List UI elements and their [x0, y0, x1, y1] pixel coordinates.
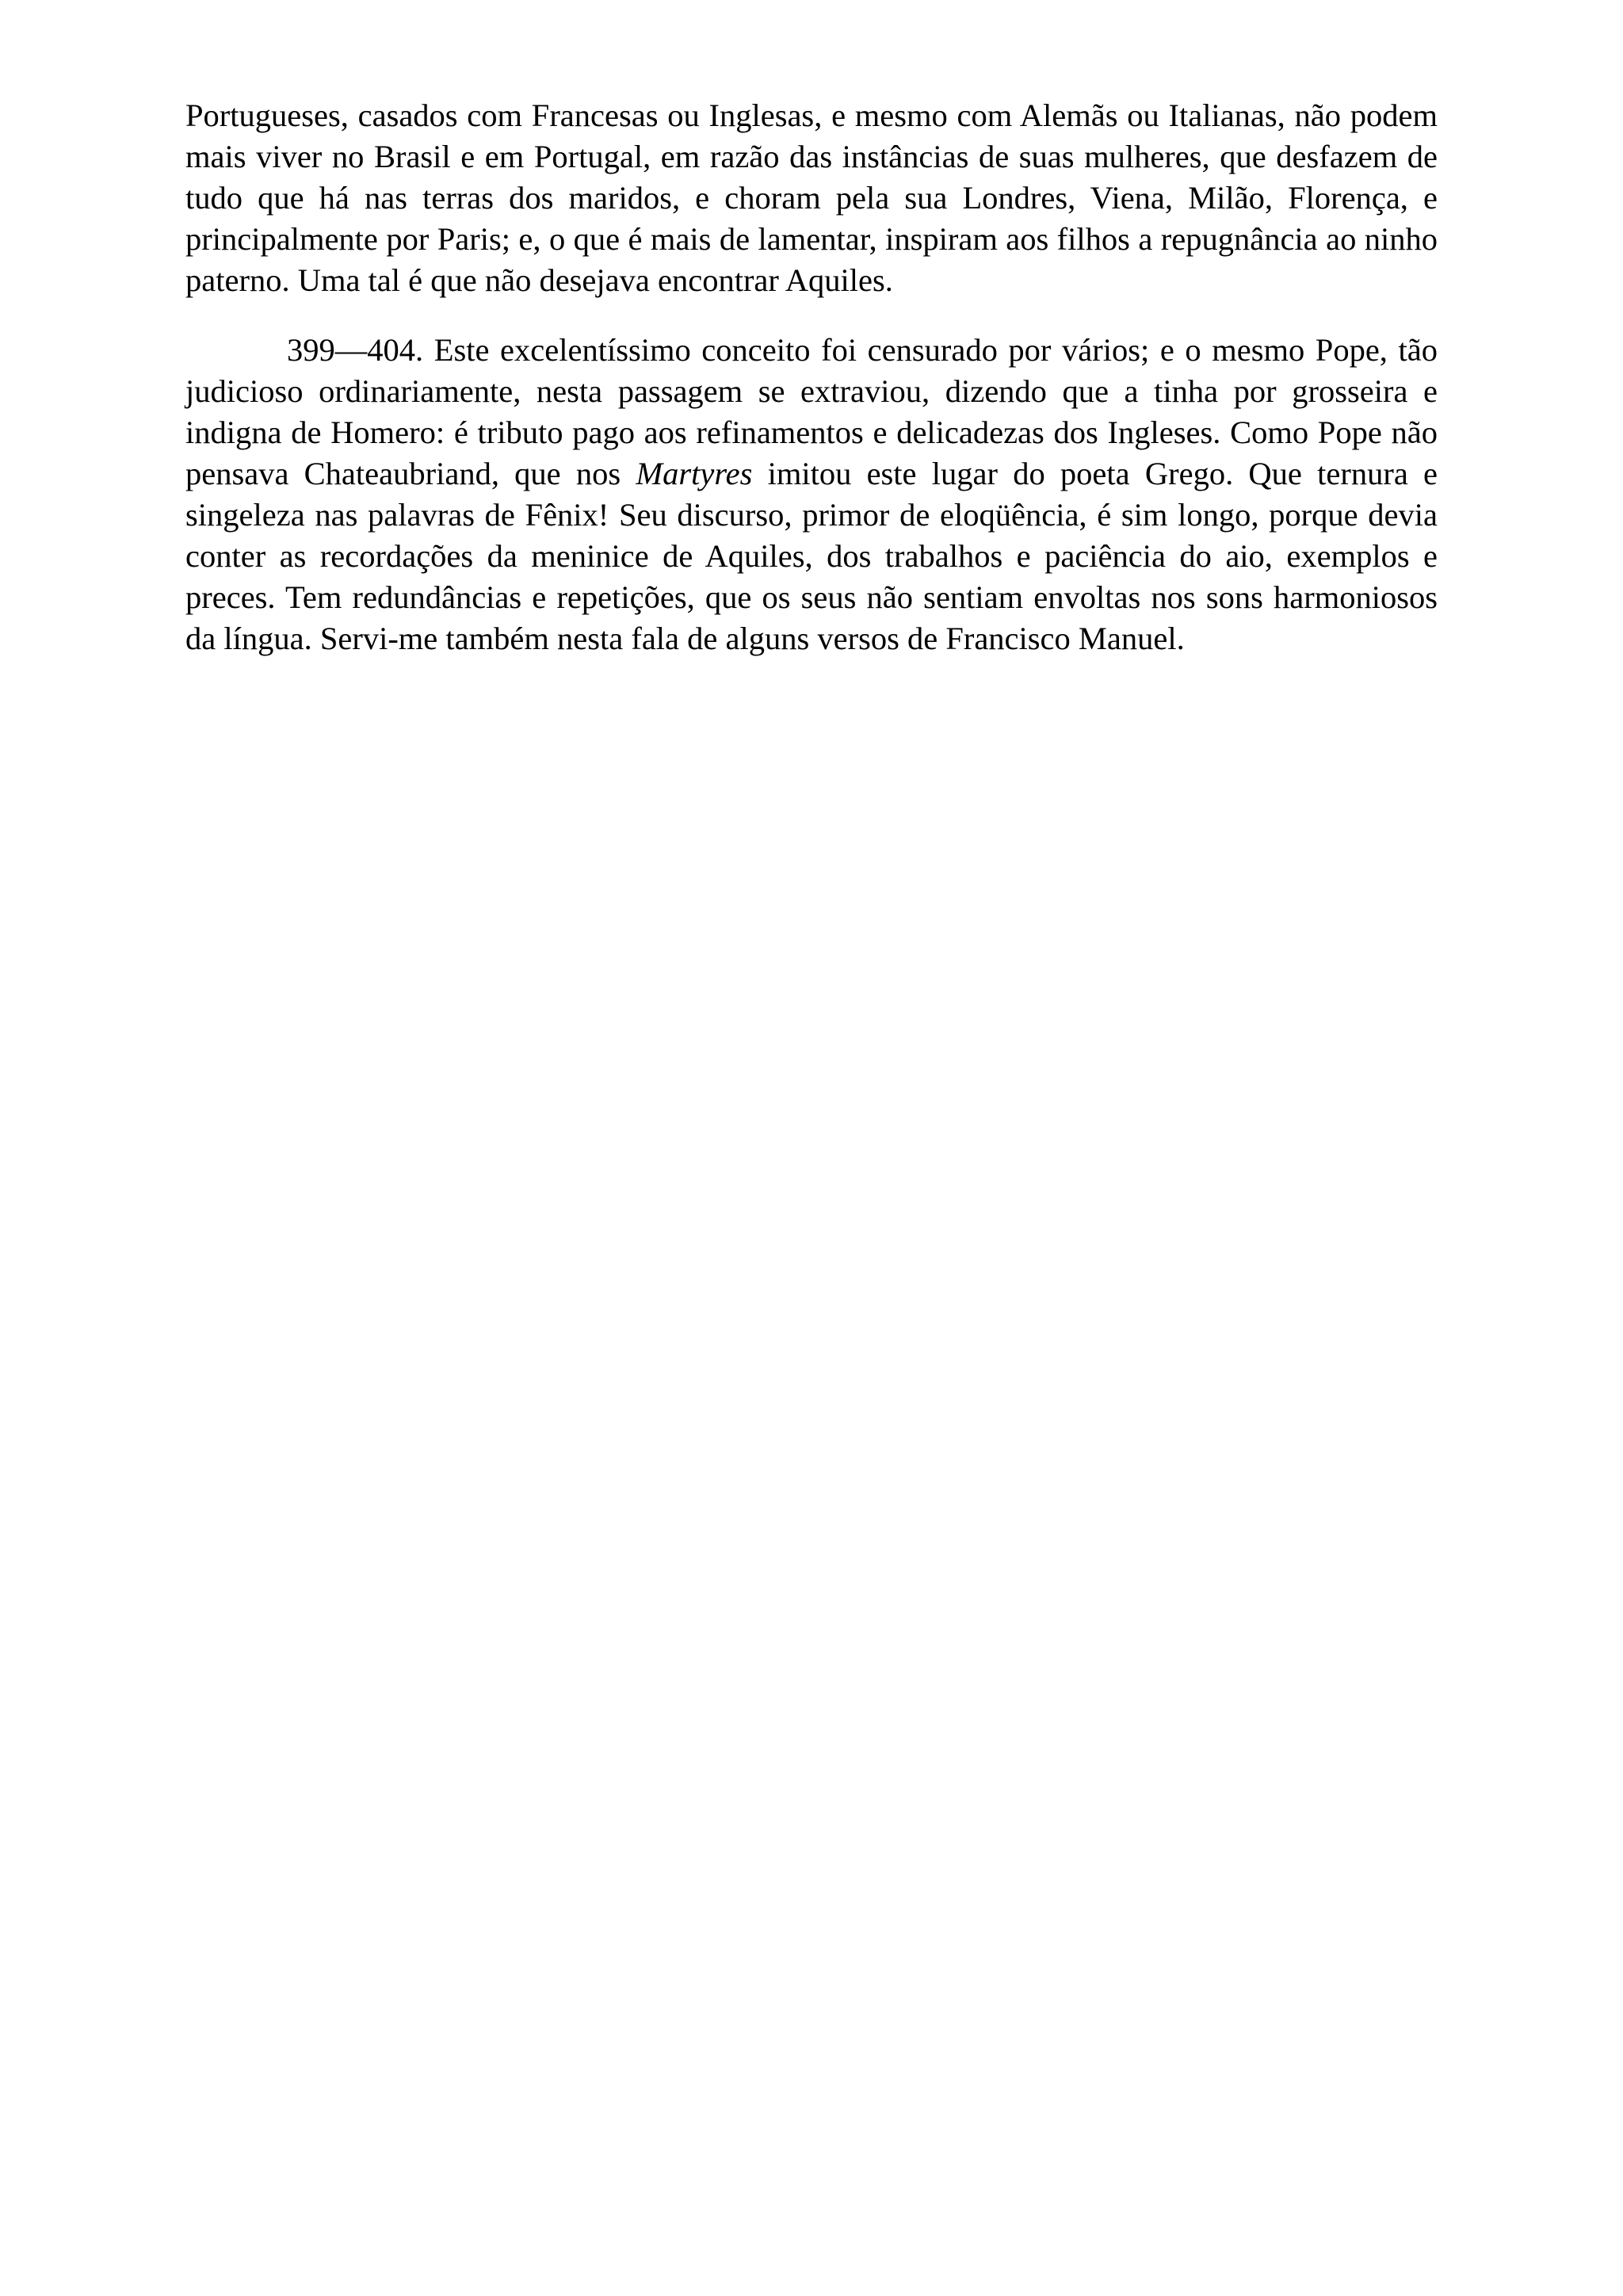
paragraph-continuation: Portugueses, casados com Francesas ou Inglesas, e mesmo com Alemãs ou Italianas, não podem mais viver no Brasil e em Portugal, em razão das instâncias de suas mulheres, que desfazem de tudo que há nas terras dos maridos, e choram pela sua Londres, Viena, Milão, Florença, e principalmente por Paris; e, o que é mais de lamentar, inspiram aos filhos a repugnância ao ninho paterno. Uma tal é que não desejava encontrar Aquiles. [185, 97, 1438, 298]
text-body [185, 95, 1438, 659]
paragraph-note-399-404 [185, 330, 1438, 659]
book-title-martyres: Martyres [636, 456, 753, 491]
note-text-part-1: 399—404. Este excelentíssimo conceito foi censurado por vários; e o mesmo Pope, tão judicioso ordinariamente, nesta passagem se extraviou, dizendo que a tinha por grosseira e indigna de Homero: é tributo pago aos refinamentos e delicadezas dos Ingleses. Como Pope não pensava Chateaubriand, que nos [185, 332, 1438, 491]
note-text-part-2: imitou este lugar do poeta Grego. Que ternura e singeleza nas palavras de Fênix! Seu discurso, primor de eloqüência, é sim longo, porque devia conter as recordações da meninice de Aquiles, dos trabalhos e paciência do aio, exemplos e preces. Tem redundâncias e repetições, que os seus não sentiam envoltas nos sons harmoniosos da língua. Servi-me também nesta fala de alguns versos de Francisco Manuel. [185, 456, 1438, 656]
